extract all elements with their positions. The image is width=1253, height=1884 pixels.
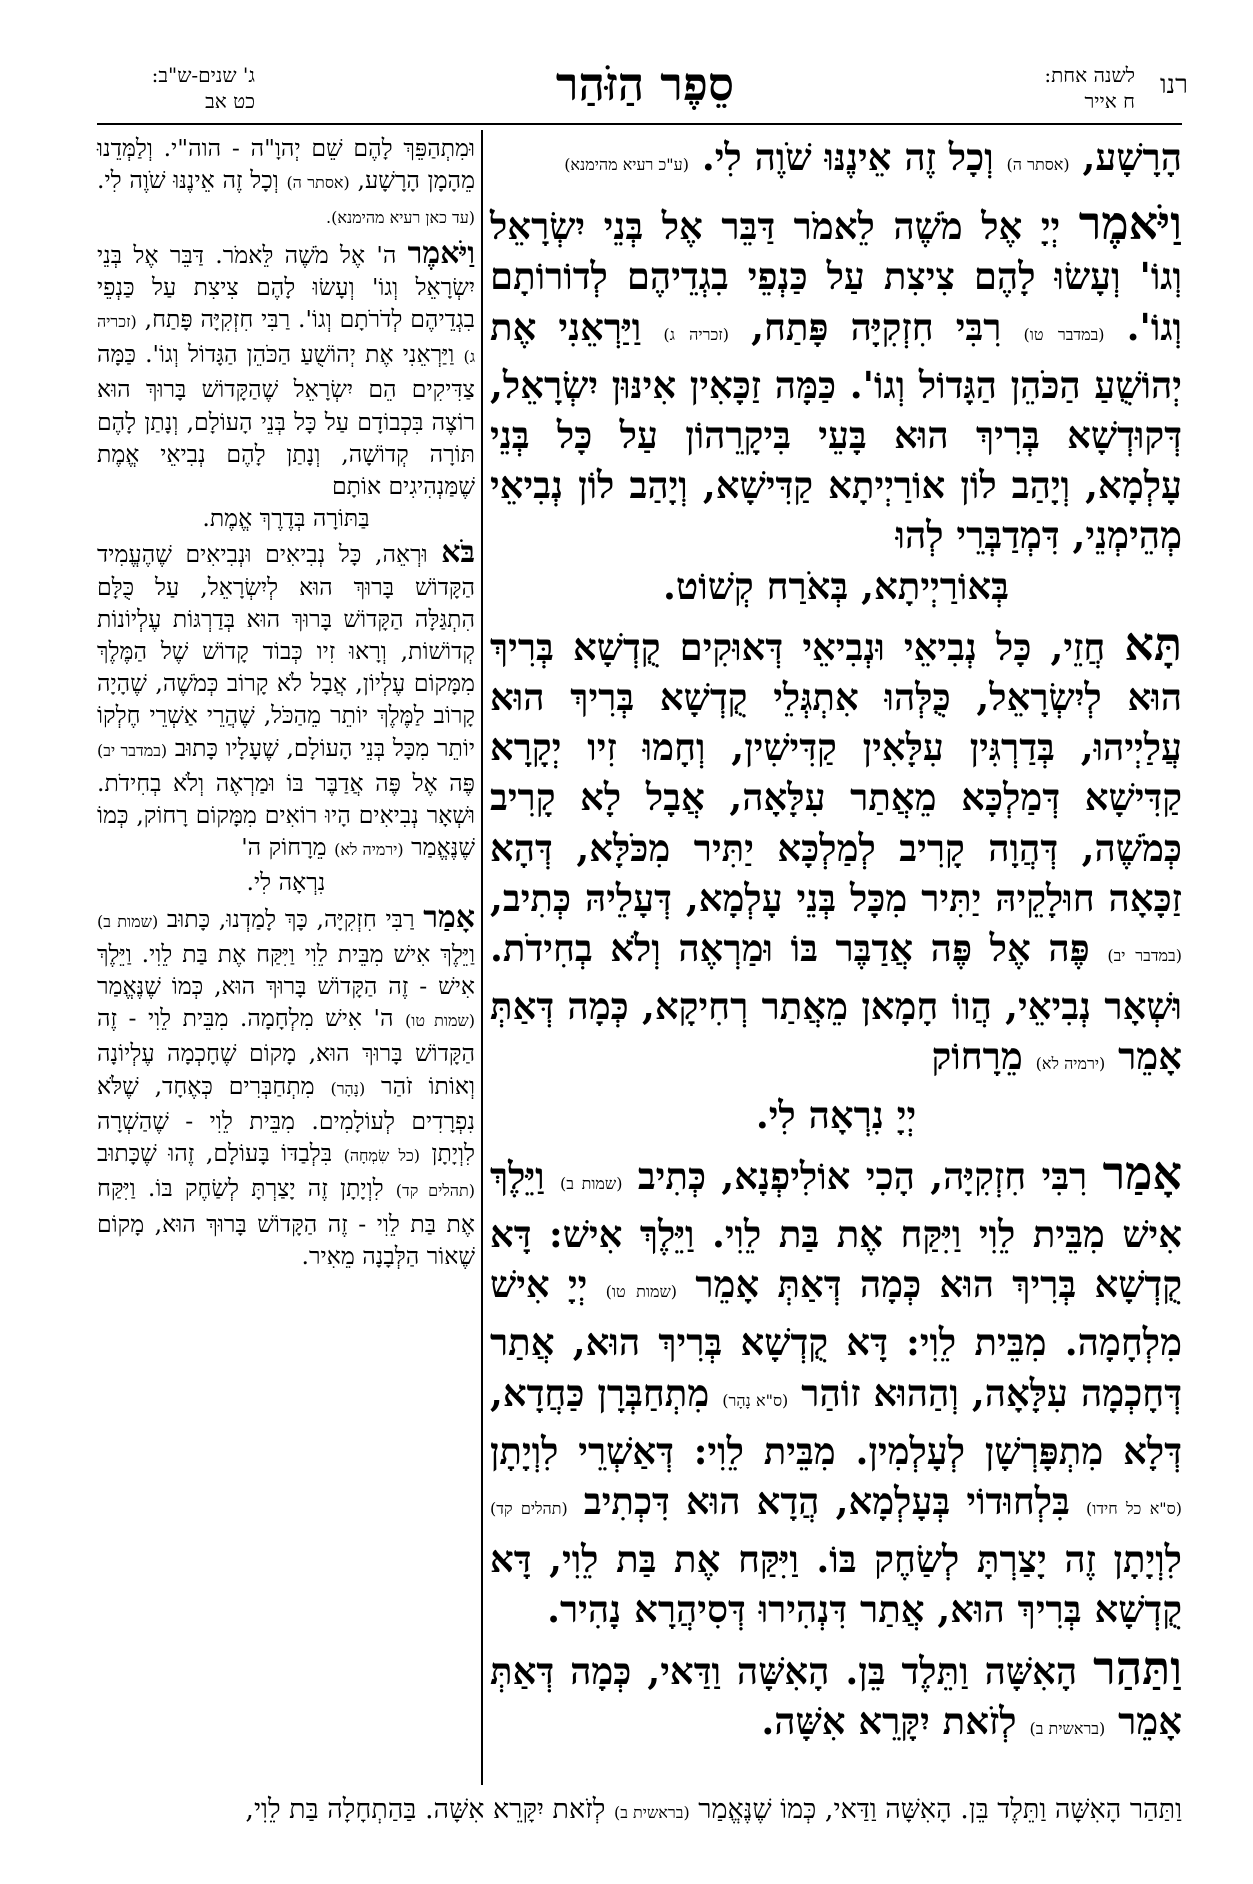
opening-word: וַיֹּאמֶר bbox=[407, 235, 475, 271]
source-reference: (אסתר ה) bbox=[286, 173, 350, 193]
continuation-footer: וַתַּהַר הָאִשָּׁה וַתֵּלֶד בֵּן. הָאִשָּׁה וַדַּאי, כְּמוֹ שֶׁנֶּאֱמַר (בראשית ב) לְזֹאת יִקָּרֵא אִשָּׁה. בַּהַתְחָלָה בַּת לֵוִי, bbox=[245, 1794, 1182, 1825]
side-paragraph: וַיֹּאמֶר ה' אֶל מֹשֶׁה לֵּאמֹר. דַּבֵּר אֶל בְּנֵי יִשְׂרָאֵל וְגוֹ' וְעָשׂוּ לָהֶם צִיצִת עַל כַּנְפֵי בִגְדֵיהֶם לְדֹרֹתָם וְגוֹ'. רַבִּי חִזְקִיָּה פָּתַח, (זכריה ג) וַיַּרְאֵנִי אֶת יְהוֹשֻׁעַ הַכֹּהֵן הַגָּדוֹל וְגוֹ'. כַּמָּה צַדִּיקִים הֵם יִשְׂרָאֵל שֶׁהַקָּדוֹשׁ בָּרוּךְ הוּא רוֹצֶה בִּכְבוֹדָם עַל כָּל בְּנֵי הָעוֹלָם, וְנָתַן לָהֶם תּוֹרָה קְדוֹשָׁה, וְנָתַן לָהֶם נְבִיאֵי אֱמֶת שֶׁמַּנְהִיגִים אוֹתָם בַּתּוֹרָה בְּדֶרֶךְ אֱמֶת. bbox=[97, 238, 475, 535]
source-reference: (אסתר ה) bbox=[1006, 155, 1070, 174]
source-reference: (זכריה ג) bbox=[97, 312, 475, 367]
opening-word: אָמַר bbox=[1102, 1145, 1182, 1200]
source-reference: (במדבר טו) bbox=[1023, 324, 1105, 344]
centered-line: בְּאוֹרַיְיתָא, בְּאֹרַח קְשׁוֹט. bbox=[663, 563, 1009, 608]
main-paragraph: הָרָשָׁע, (אסתר ה) וְכָל זֶה אֵינֶנּוּ שֹׁוֶה לִי. (ע"כ רעיא מהימנא) bbox=[564, 135, 1182, 179]
main-paragraph: תָּא חֲזֵי, כָּל נְבִיאֵי וּנְבִיאֵי דְּאוּקִים קֻדְשָׁא בְּרִיךְ הוּא לְיִשְׂרָאֵל, כֻּלְּהוּ אִתְגְּלֵי קֻדְשָׁא בְּרִיךְ הוּא עֲלַיְיהוּ, בְּדַרְגִּין עִלָּאִין קַדִּישִׁין, וְחָמוּ זִיו יְקָרָא קַדִּישָׁא דְּמַלְכָּא מֵאֲתַר עִלָּאָה, אֲבָל לָא קָרִיב כְּמֹשֶׁה, דְּהֲוָה קָרִיב לְמַלְכָּא יַתִּיר מִכֹּלָּא, דְּהָא זַכָּאָה חוּלָקֵיהּ יַתִּיר מִכָּל בְּנֵי עָלְמָא, דְּעָלֵיהּ כְּתִיב, (במדבר יב) פֶּה אֶל פֶּה אֲדַבֶּר בּוֹ וּמַרְאֶה וְלֹא בְחִידֹת. וּשְׁאָר נְבִיאֵי, הֲווֹ חָמָאן מֵאֲתַר רְחִיקָא, כְּמָה דְּאַתְּ אָמֵר (ירמיה לא) מֵרָחוֹק יְיָ נִרְאָה לִי. bbox=[490, 619, 1182, 1140]
source-reference: (שמות ב) bbox=[560, 1173, 623, 1193]
source-reference: (עד כאן רעיא מהימנא). bbox=[326, 208, 475, 228]
main-paragraph: אָמַר רִבִּי חִזְקִיָּה, הָכִי אוֹלִיפְנָא, כְּתִיב (שמות ב) וַיֵּלֶךְ אִישׁ מִבֵּית לֵוִי וַיִּקַּח אֶת בַּת לֵוִי. וַיֵּלֶךְ אִישׁ: דָּא קֻדְשָׁא בְּרִיךְ הוּא כְּמָה דְּאַתְּ אָמֵר (שמות טו) יְיָ אִישׁ מִלְחָמָה. מִבֵּית לֵוִי: דָּא קֻדְשָׁא בְּרִיךְ הוּא, אֲתַר דְּחָכְמָה עִלָּאָה, וְהַהוּא זוֹהַר (ס"א נָהָר) מִתְחַבְּרָן כַּחֲדָא, דְּלָא מִתְפָּרְשָׁן לְעָלְמִין. מִבֵּית לֵוִי: דְּאַשְׁרֵי לִוְיָתָן (ס"א כל חידו) בִּלְחוּדוֹי בְּעָלְמָא, הֲדָא הוּא דִּכְתִיב (תהלים קד) לִוְיָתָן זֶה יָצַרְתָּ לְשַׂחֶק בּוֹ. וַיִּקַּח אֶת בַּת לֵוִי, דָּא קֻדְשָׁא בְּרִיךְ הוּא, אֲתַר דִּנְהִירוּ דְּסִיהֲרָא נָהִיר. bbox=[490, 1145, 1182, 1632]
source-reference: (כל שִׂמְחָה) bbox=[343, 1146, 420, 1166]
opening-word: וַיֹּאמֶר bbox=[1078, 196, 1182, 251]
schedule-three-year-date: כט אב bbox=[205, 89, 255, 113]
schedule-one-year: לשנה אחת: bbox=[1044, 63, 1135, 87]
source-reference: (ס"א נָהָר) bbox=[722, 1390, 789, 1410]
side-paragraph: בֹּא וּרְאֵה, כָּל נְבִיאִים וּנְבִיאִים שֶׁהֶעֱמִיד הַקָּדוֹשׁ בָּרוּךְ הוּא לְיִשְׂרָאֵל, עַל כֻּלָּם הִתְגַּלָּה הַקָּדוֹשׁ בָּרוּךְ הוּא בְּדַרְגּוֹת עֶלְיוֹנוֹת קְדוֹשׁוֹת, וְרָאוּ זִיו כְּבוֹד קָדוֹשׁ שֶׁל הַמֶּלֶךְ מִמָּקוֹם עֶלְיוֹן, אֲבָל לֹא קָרוֹב כְּמֹשֶׁה, שֶׁהָיָה קָרוֹב לַמֶּלֶךְ יוֹתֵר מֵהַכֹּל, שֶׁהֲרֵי אַשְׁרֵי חֶלְקוֹ יוֹתֵר מִכָּל בְּנֵי הָעוֹלָם, שֶׁעָלָיו כָּתוּב (במדבר יב) פֶּה אֶל פֶּה אֲדַבֶּר בּוֹ וּמַרְאֶה וְלֹא בְחִידֹת. וּשְׁאָר נְבִיאִים הָיוּ רוֹאִים מִמָּקוֹם רָחוֹק, כְּמוֹ שֶׁנֶּאֱמַר (ירמיה לא) מֵרָחוֹק ה' נִרְאָה לִי. bbox=[97, 537, 475, 898]
source-reference: (ס"א כל חידו) bbox=[1086, 1499, 1182, 1519]
header-divider bbox=[97, 123, 1182, 125]
schedule-one-year-date: ח אייר bbox=[1084, 89, 1135, 113]
source-reference: (בראשית ב) bbox=[1029, 1718, 1106, 1738]
source-reference: (שמות טו) bbox=[404, 1011, 475, 1031]
schedule-three-year: ג' שנים-ש"ב: bbox=[151, 63, 255, 87]
source-reference: (בראשית ב) bbox=[613, 1803, 690, 1822]
column-divider bbox=[481, 130, 483, 1785]
aramaic-main-column bbox=[490, 132, 1182, 1762]
page-header bbox=[0, 54, 1253, 124]
reading-schedule-right bbox=[985, 62, 1135, 114]
centered-line: יְיָ נִרְאָה לִי. bbox=[755, 1092, 917, 1137]
opening-word: בֹּא bbox=[441, 535, 475, 571]
main-paragraph: וַתַּהַר הָאִשָּׁה וַתֵּלֶד בֵּן. הָאִשָּׁה וַדַּאי, כְּמָה דְּאַתְּ אָמֵר (בראשית ב) לְזֹאת יִקָּרֵא אִשָּׁה. bbox=[490, 1640, 1182, 1743]
source-reference: (שמות טו) bbox=[605, 1282, 678, 1302]
source-reference: (ירמיה לא) bbox=[334, 840, 404, 860]
source-reference: (נָהָר) bbox=[330, 1078, 366, 1098]
source-reference: (ע"כ רעיא מהימנא) bbox=[564, 155, 689, 174]
hebrew-translation-column bbox=[97, 132, 475, 1275]
source-reference: (זכריה ג) bbox=[663, 324, 729, 344]
opening-word: וַתַּהַר bbox=[1093, 1640, 1182, 1695]
source-reference: (במדבר יב) bbox=[97, 740, 168, 760]
opening-word: אָמַר bbox=[423, 899, 475, 935]
side-paragraph: אָמַר רַבִּי חִזְקִיָּה, כָּךְ לָמַדְנוּ, כָּתוּב (שמות ב) וַיֵּלֶךְ אִישׁ מִבֵּית לֵוִי וַיִּקַּח אֶת בַּת לֵוִי. וַיֵּלֶךְ אִישׁ - זֶה הַקָּדוֹשׁ בָּרוּךְ הוּא, כְּמוֹ שֶׁנֶּאֱמַר (שמות טו) ה' אִישׁ מִלְחָמָה. מִבֵּית לֵוִי - זֶה הַקָּדוֹשׁ בָּרוּךְ הוּא, מָקוֹם שֶׁחָכְמָה עֶלְיוֹנָה וְאוֹתוֹ זֹהַר (נָהָר) מִתְחַבְּרִים כְּאֶחָד, שֶׁלֹּא נִפְרָדִים לְעוֹלָמִים. מִבֵּית לֵוִי - שֶׁהַשְׁרָה לִוְיָתָן (כל שִׂמְחָה) בִּלְבַדּוֹ בָּעוֹלָם, זֶהוּ שֶׁכָּתוּב (תהלים קד) לִוְיָתָן זֶה יָצַרְתָּ לְשַׂחֶק בּוֹ. וַיִּקַּח אֶת בַּת לֵוִי - זֶה הַקָּדוֹשׁ בָּרוּךְ הוּא, מָקוֹם שֶׁאוֹר הַלְּבָנָה מֵאִיר. bbox=[97, 899, 476, 1270]
reading-schedule-left bbox=[95, 62, 255, 114]
source-reference: (תהלים קד) bbox=[395, 1181, 475, 1201]
page-number: רנו bbox=[1160, 70, 1188, 100]
source-reference: (ירמיה לא) bbox=[1035, 1054, 1106, 1074]
opening-word: תָּא bbox=[1124, 616, 1182, 671]
main-paragraph: וַיֹּאמֶר יְיָ אֶל מֹשֶׁה לֵאמֹר דַּבֵּר אֶל בְּנֵי יִשְׂרָאֵל וְגוֹ' וְעָשׂוּ לָהֶם צִיצִת עַל כַּנְפֵי בִגְדֵיהֶם לְדוֹרוֹתָם וְגוֹ'. (במדבר טו) רִבִּי חִזְקִיָּה פָּתַח, (זכריה ג) וַיַּרְאֵנִי אֶת יְהוֹשֻׁעַ הַכֹּהֵן הַגָּדוֹל וְגוֹ'. כַּמָּה זַכָּאִין אִינּוּן יִשְׂרָאֵל, דְּקוּדְשָׁא בְּרִיךְ הוּא בָּעֵי בִּיקָרֵהוֹן עַל כָּל בְּנֵי עָלְמָא, וְיָהַב לוֹן אוֹרַיְיתָא קַדִּישָׁא, וְיָהַב לוֹן נְבִיאֵי מְהֵימְנֵי, דִּמְדַבְּרֵי לְהוּ בְּאוֹרַיְיתָא, בְּאֹרַח קְשׁוֹט. bbox=[490, 198, 1182, 611]
centered-line: בַּתּוֹרָה בְּדֶרֶךְ אֱמֶת. bbox=[202, 504, 370, 533]
centered-line: נִרְאָה לִי. bbox=[246, 868, 326, 897]
source-reference: (במדבר יב) bbox=[1107, 946, 1182, 966]
source-reference: (תהלים קד) bbox=[490, 1499, 568, 1519]
book-title: סֵפֶר הַזֹּהַר bbox=[555, 57, 735, 111]
source-reference: (שמות ב) bbox=[97, 911, 159, 931]
side-paragraph: וּמִתְהַפֵּךְ לָהֶם שֵׁם יְהוָ"ה - הוה"י. וְלַמְּדֵנוּ מֵהָמָן הָרָשָׁע, (אסתר ה) וְכָל זֶה אֵינֶנּוּ שֹׁוֶה לִי. (עד כאן רעיא מהימנא). bbox=[97, 134, 476, 228]
